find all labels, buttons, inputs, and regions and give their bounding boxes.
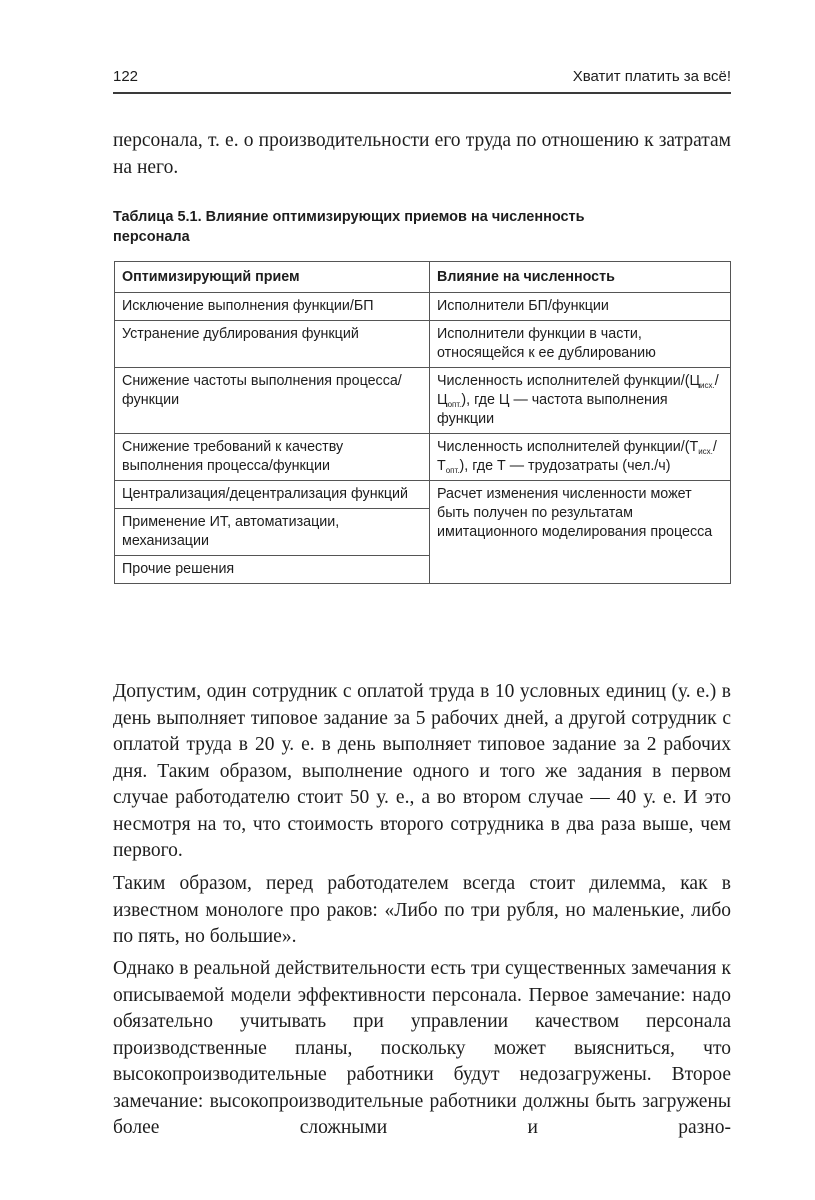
effect-text: /Т <box>437 439 717 474</box>
running-header <box>113 66 731 94</box>
subscript-initial: исх. <box>700 381 715 390</box>
effect-text: ), где Т — трудозатраты (чел./ч) <box>459 458 671 474</box>
subscript-initial: исх. <box>698 447 713 456</box>
method-cell: Устранение дублирования функций <box>115 321 430 368</box>
effect-cell <box>430 368 731 434</box>
running-title: Хватит платить за всё! <box>572 68 731 85</box>
effect-text: Численность исполнителей функции/(Т <box>437 439 699 455</box>
table-row <box>115 434 731 481</box>
table-row <box>115 368 731 434</box>
method-cell: Прочие решения <box>115 556 430 584</box>
subscript-optimal: опт. <box>447 400 462 409</box>
effect-cell <box>430 434 731 481</box>
column-header-effect: Влияние на численность <box>430 262 731 293</box>
method-cell: Применение ИТ, автоматизации, механизации <box>115 509 430 556</box>
effect-cell: Исполнители БП/функции <box>430 293 731 321</box>
table-caption-line2: персонала <box>113 229 190 245</box>
body-paragraph: Таким образом, перед работодателем всегда стоит дилемма, как в известном монологе про раков: «Либо по три рубля, но маленькие, либо по пять, но большие». <box>113 873 731 947</box>
effect-text: ), где Ц — частота выполнения функции <box>437 392 668 427</box>
column-header-method: Оптимизирующий прием <box>115 262 430 293</box>
subscript-optimal: опт. <box>445 466 460 475</box>
method-cell: Снижение требований к качеству выполнения процесса/функции <box>115 434 430 481</box>
table-row <box>115 293 731 321</box>
table-caption <box>113 207 731 247</box>
table-caption-line1: Таблица 5.1. Влияние оптимизирующих приемов на численность <box>113 209 585 225</box>
body-paragraph: Однако в реальной действительности есть три существенных замечания к описываемой модели эффективности персонала. Первое замечание: надо обязательно учитывать при управлении качеством персонала производственные планы, поскольку может выясниться, что высокопроизводительные работники будут недозагружены. Второе замечание: высокопроизводительные работники должны быть загружены более сложными и разно- <box>113 958 731 1138</box>
intro-paragraph: персонала, т. е. о производительности его труда по отношению к затратам на него. <box>113 130 731 178</box>
table-row <box>115 321 731 368</box>
page-number: 122 <box>113 68 139 85</box>
effect-text: Численность исполнителей функции/(Ц <box>437 373 701 389</box>
optimization-table <box>114 261 731 584</box>
method-cell: Исключение выполнения функции/БП <box>115 293 430 321</box>
method-cell: Централизация/децентрализация функций <box>115 481 430 509</box>
merged-effect-cell: Расчет изменения численности может быть получен по результатам имитационного моделирования процесса <box>430 481 731 584</box>
table-header-row <box>115 262 731 293</box>
method-cell: Снижение частоты выполнения процесса/функции <box>115 368 430 434</box>
effect-cell: Исполнители функции в части, относящейся к ее дублированию <box>430 321 731 368</box>
body-paragraph: Допустим, один сотрудник с оплатой труда в 10 условных единиц (у. е.) в день выполняет типовое задание за 5 рабочих дней, а другой сотрудник с оплатой труда в 20 у. е. в день выполняет типовое задание за 2 рабочих дня. Таким образом, выполнение одного и того же задания в первом случае работодателю стоит 50 у. е., а во втором случае — 40 у. е. И это несмотря на то, что стоимость второго сотрудника в два раза выше, чем первого. <box>113 681 731 861</box>
table-row <box>115 481 731 509</box>
effect-text: /Ц <box>437 373 719 408</box>
